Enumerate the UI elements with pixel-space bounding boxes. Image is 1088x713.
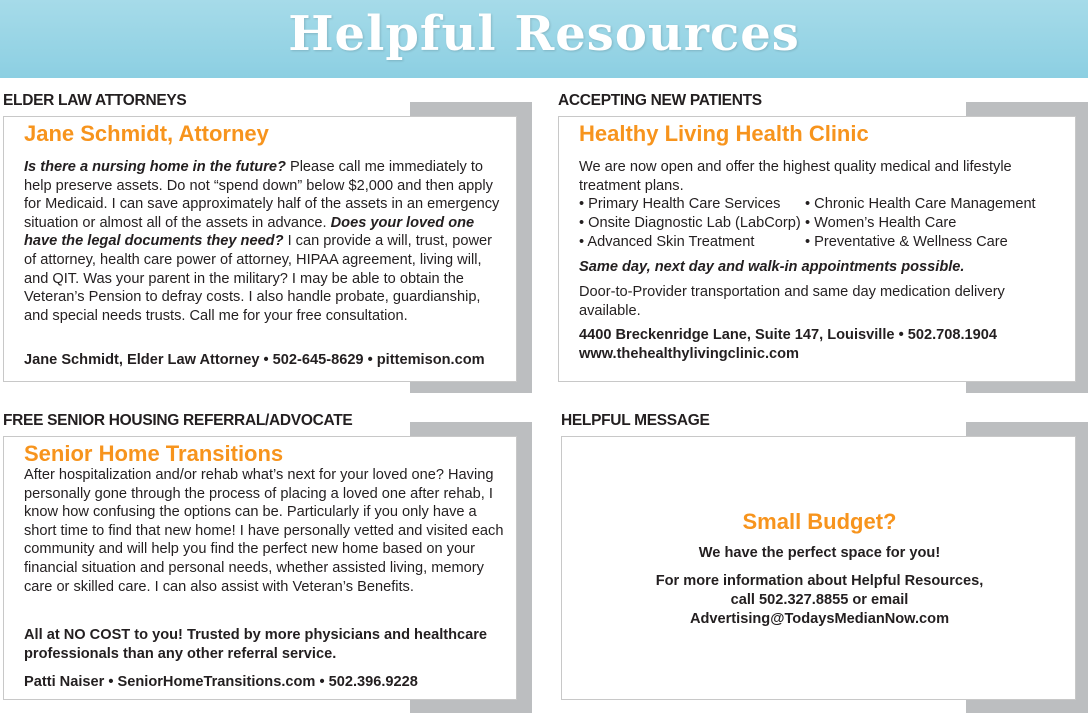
clinic-card — [558, 116, 1076, 382]
card-title-small-budget: Small Budget? — [742, 509, 897, 534]
section-label-senior-housing: FREE SENIOR HOUSING REFERRAL/ADVOCATE — [3, 412, 353, 429]
service-item: • Advanced Skin Treatment — [579, 234, 755, 250]
section-label-new-patients: ACCEPTING NEW PATIENTS — [558, 92, 762, 109]
message-line: We have the perfect space for you! — [698, 545, 941, 561]
senior-housing-contact: Patti Naiser • SeniorHomeTransitions.com • 502.396.9228 — [24, 674, 418, 690]
page-title: Helpful Resources — [288, 6, 800, 62]
service-item: • Chronic Health Care Management — [805, 196, 1036, 212]
card-title-clinic: Healthy Living Health Clinic — [579, 121, 869, 146]
clinic-website: www.thehealthylivingclinic.com — [579, 346, 800, 362]
service-item: • Onsite Diagnostic Lab (LabCorp) — [579, 215, 801, 231]
senior-housing-description: After hospitalization and/or rehab what’s next for your loved one? Having personally gone through the process of placing a loved one after rehab, I know how confusing the options can be. Particularly if you only have a short time to find that new home! I have personally vetted and visited each community and will help you find the perfect new home based on your financial situation and personal needs, whether assisted living, memory care or skilled care. I can also assist with Veteran’s Benefits. — [24, 467, 504, 595]
senior-housing-card — [3, 436, 517, 700]
message-email: Advertising@TodaysMedianNow.com — [689, 611, 950, 627]
message-line: call 502.327.8855 or email — [730, 592, 909, 608]
clinic-appointments: Same day, next day and walk-in appointments possible. — [579, 259, 965, 275]
elder-law-description: Is there a nursing home in the future? Please call me immediately to help preserve assets. Do not “spend down” below $2,000 and then apply for Medicaid. I can save approximately half of the assets in an emergency situation or almost all of the assets in advance. Does your loved one have the legal documents they need? I can provide a will, trust, power of attorney, health care power of attorney, HIPAA agreement, living will, and QIT. Was your parent in the military? I may be able to obtain the Veteran’s Pension to defray costs. I also handle probate, guardianship, and special needs trusts. Call me for your free consultation. — [24, 159, 500, 324]
message-line: For more information about Helpful Resources, — [655, 573, 984, 589]
helpful-message-card — [561, 436, 1076, 700]
service-item: • Primary Health Care Services — [579, 196, 781, 212]
section-label-elder-law: ELDER LAW ATTORNEYS — [3, 92, 187, 109]
clinic-transport: Door-to-Provider transportation and same day medication delivery available. — [579, 284, 1005, 319]
header-banner — [0, 0, 1088, 78]
service-item: • Preventative & Wellness Care — [805, 234, 1008, 250]
card-title-senior-housing: Senior Home Transitions — [24, 441, 284, 466]
elder-law-contact: Jane Schmidt, Elder Law Attorney • 502-645-8629 • pittemison.com — [24, 352, 485, 368]
service-item: • Women’s Health Care — [805, 215, 957, 231]
clinic-intro: We are now open and offer the highest quality medical and lifestyle treatment plans. — [579, 159, 1012, 194]
elder-law-card — [3, 116, 517, 382]
clinic-address: 4400 Breckenridge Lane, Suite 147, Louisville • 502.708.1904 — [579, 327, 998, 343]
senior-housing-cost: All at NO COST to you! Trusted by more physicians and healthcare professionals than any other referral service. — [24, 627, 488, 662]
card-title-elder-law: Jane Schmidt, Attorney — [24, 121, 269, 146]
section-label-helpful-message: HELPFUL MESSAGE — [561, 412, 710, 429]
